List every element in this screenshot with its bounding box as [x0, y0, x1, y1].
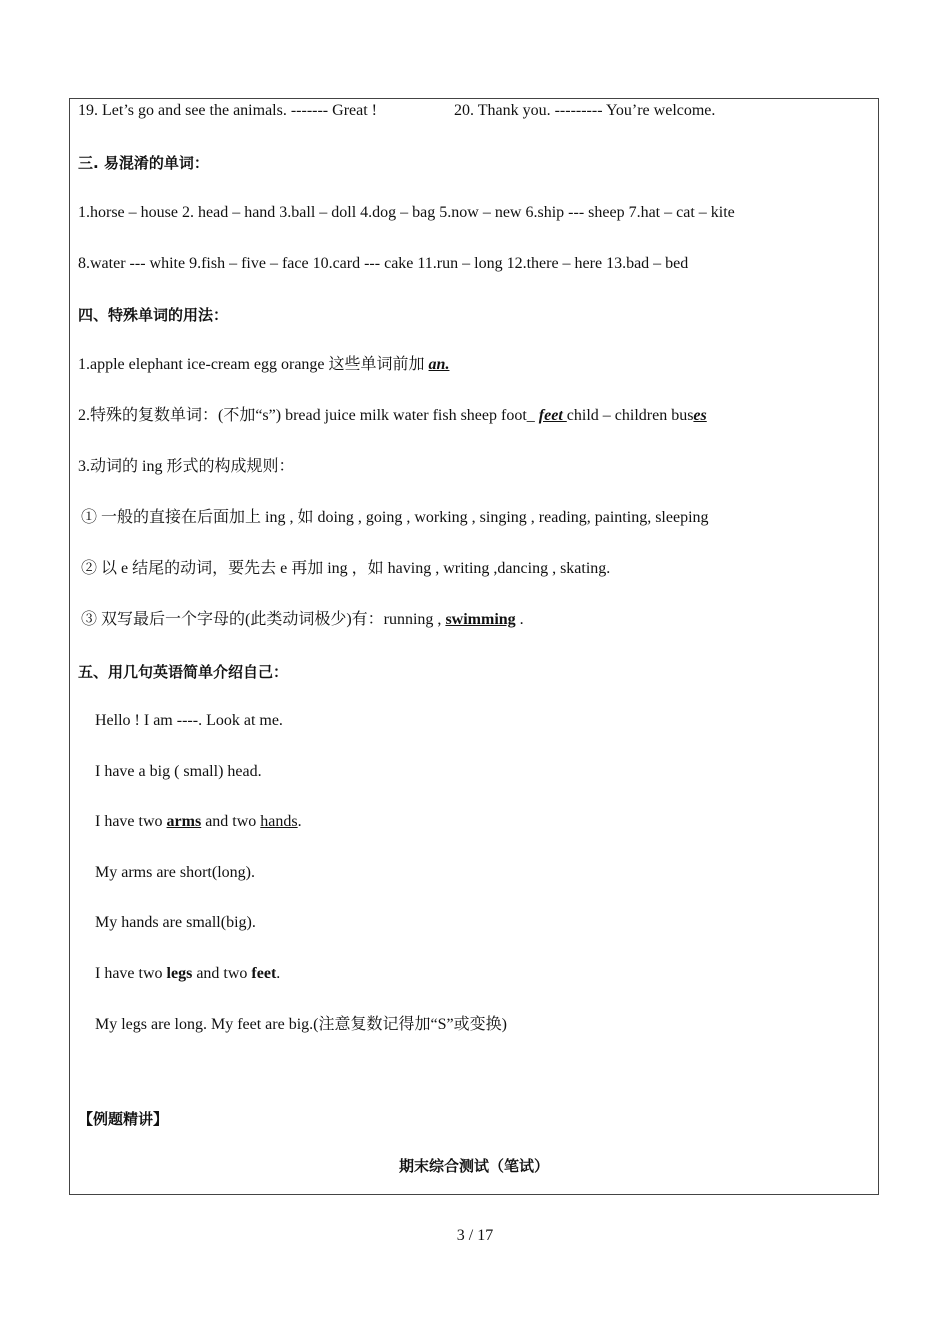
intro-6-a: I have two [95, 965, 167, 982]
ing-rule-3-end: . [515, 611, 524, 628]
section-4-heading: 四、特殊单词的用法： [78, 306, 229, 324]
section-5-heading: 五、用几句英语简单介绍自己： [78, 663, 289, 681]
word-feet: feet [251, 965, 277, 982]
page-number: 3 / 17 [456, 1227, 494, 1244]
intro-line-6 [95, 964, 280, 984]
intro-line-4: My arms are short(long). [95, 864, 255, 881]
article-an: an. [428, 356, 450, 373]
ing-rule-2: ② 以 e 结尾的动词，要先去 e 再加 ing ，如 having , writing ,dancing , skating. [81, 560, 611, 577]
word-hands: hands [260, 813, 298, 830]
test-title: 期末综合测试（笔试） [398, 1157, 549, 1175]
plural-feet: feet [538, 407, 567, 424]
sentence-20: 20. Thank you. --------- You’re welcome. [454, 102, 716, 119]
intro-6-b: and two [192, 965, 252, 982]
special-usage-2 [78, 406, 707, 426]
confusing-words-line-1: 1.horse – house 2. head – hand 3.ball – doll 4.dog – bag 5.now – new 6.ship --- sheep 7.hat – cat – kite [78, 204, 735, 221]
ing-rule-1: ① 一般的直接在后面加上 ing , 如 doing , going , working , singing , reading, painting, sleeping [81, 509, 709, 526]
special-usage-1 [78, 355, 449, 375]
confusing-words-line-2: 8.water --- white 9.fish – five – face 10.card --- cake 11.run – long 12.there – here 13.bad – bed [78, 255, 689, 272]
special-plural-text: 2.特殊的复数单词：(不加“s”) bread juice milk water fish sheep foot_ [78, 407, 539, 424]
sentence-19: 19. Let’s go and see the animals. ------- Great ! [78, 102, 377, 119]
intro-3-c: . [297, 813, 302, 830]
intro-line-5: My hands are small(big). [95, 914, 256, 931]
intro-3-b: and two [201, 813, 261, 830]
example-heading: 【例题精讲】 [78, 1110, 169, 1128]
word-arms: arms [166, 813, 202, 830]
intro-line-7: My legs are long. My feet are big.(注意复数记得加“S”或变换) [95, 1016, 507, 1033]
word-swimming: swimming [445, 611, 516, 628]
section-3-heading: 三. 易混淆的单词： [78, 154, 209, 172]
intro-line-1: Hello ! I am ----. Look at me. [95, 712, 283, 729]
special-usage-1-text: 1.apple elephant ice-cream egg orange 这些单词前加 [78, 356, 429, 373]
ing-rule-3 [81, 610, 524, 630]
intro-line-2: I have a big ( small) head. [95, 763, 262, 780]
intro-6-c: . [276, 965, 281, 982]
ing-rules-heading: 3.动词的 ing 形式的构成规则： [78, 458, 295, 475]
plural-es: es [693, 407, 707, 424]
word-legs: legs [166, 965, 193, 982]
intro-3-a: I have two [95, 813, 167, 830]
intro-line-3 [95, 812, 302, 832]
special-plural-mid: child – children bus [566, 407, 694, 424]
ing-rule-3-text: ③ 双写最后一个字母的(此类动词极少)有：running , [81, 611, 446, 628]
